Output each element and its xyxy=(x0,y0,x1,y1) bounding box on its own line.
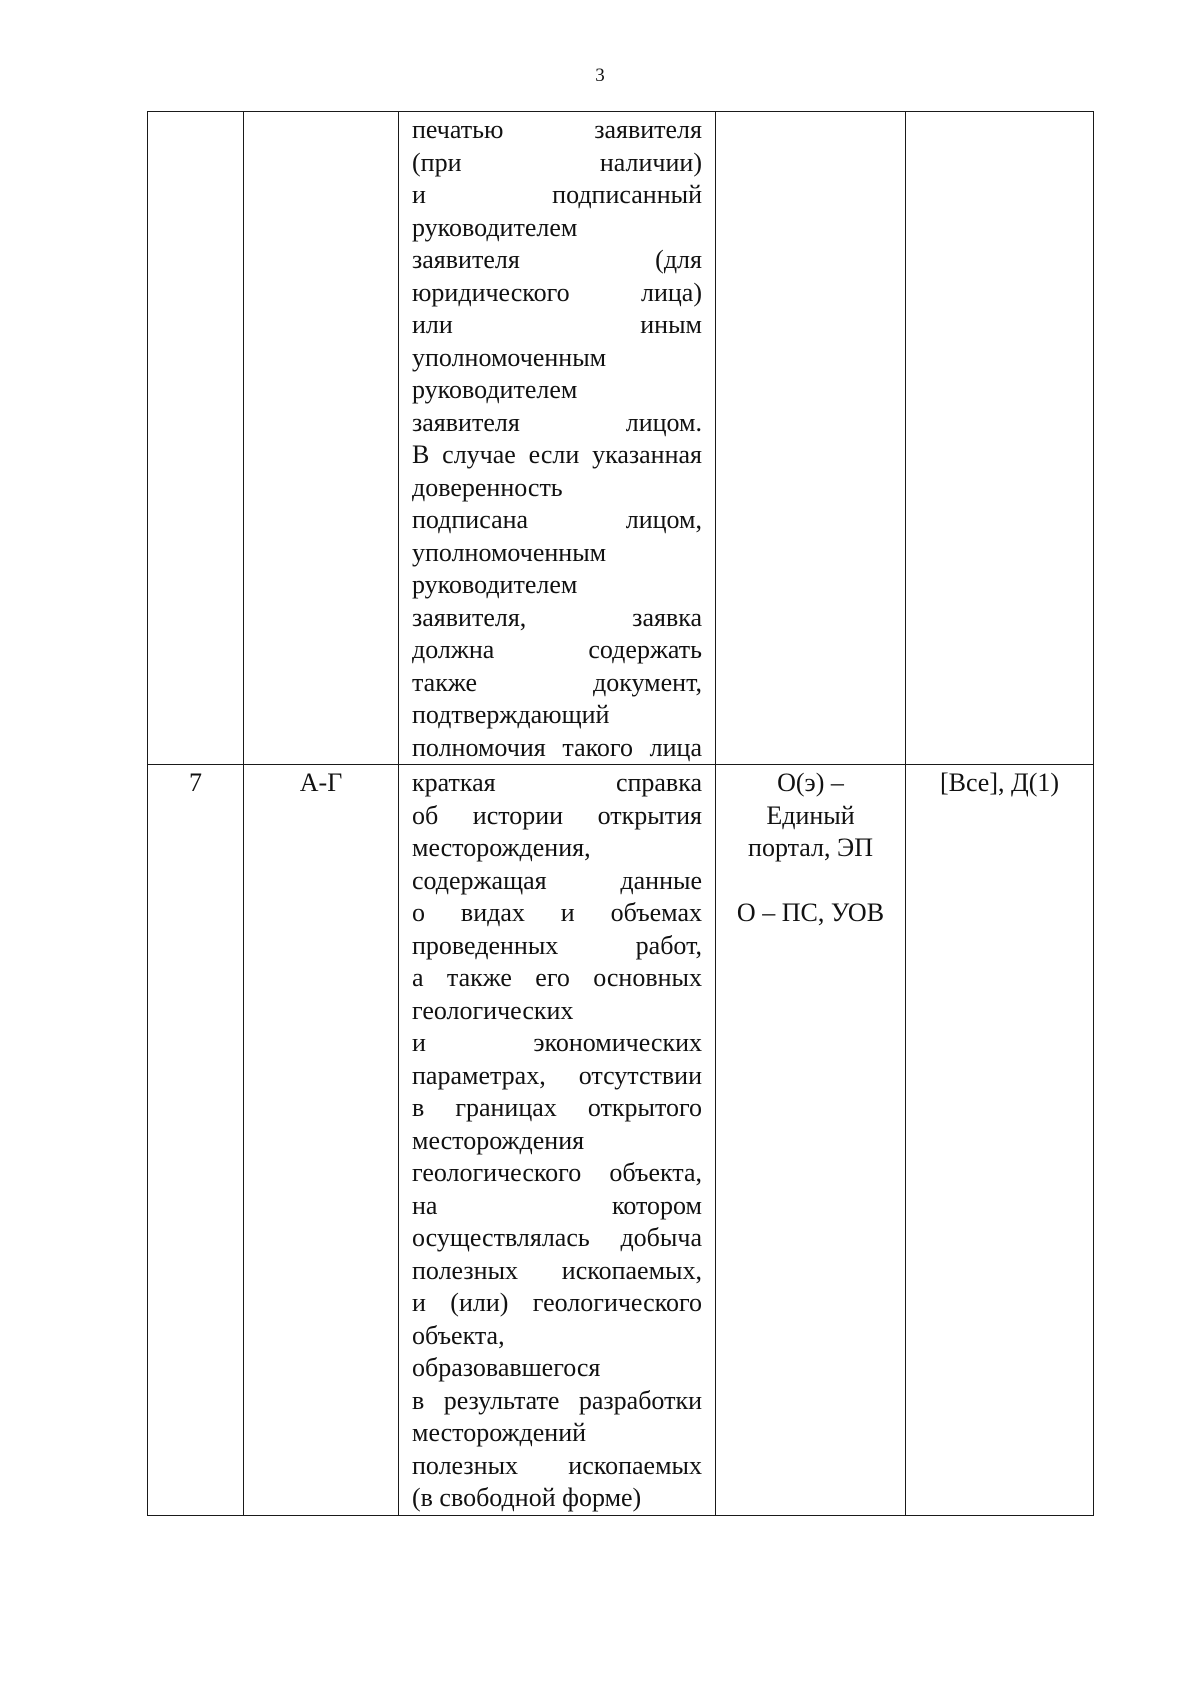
description-line: должна содержать xyxy=(412,635,702,664)
description-line: руководителем xyxy=(412,375,578,404)
description-line: и (или) геологического xyxy=(412,1288,702,1317)
cell-applicability: [Все], Д(1) xyxy=(906,765,1094,1516)
cell-category xyxy=(244,112,399,765)
description-line: краткая справка xyxy=(412,768,702,797)
description-line: юридического лица) xyxy=(412,277,702,307)
description-line: руководителем xyxy=(412,570,578,599)
description-line: (при наличии) xyxy=(412,147,702,177)
description-line: месторождения xyxy=(412,1125,585,1155)
description-line: а также его основных xyxy=(412,963,702,992)
form-gap xyxy=(716,865,905,897)
description-line: геологического объекта, xyxy=(412,1158,702,1187)
cell-submission-form xyxy=(716,765,906,1516)
description-line: и экономических xyxy=(412,1028,702,1057)
description-line: также документ, xyxy=(412,667,702,697)
description-line: заявителя, заявка xyxy=(412,602,702,632)
description-line: в результате разработки xyxy=(412,1385,702,1415)
description-line: полезных ископаемых xyxy=(412,1450,702,1480)
table-row xyxy=(148,112,1094,765)
table-row xyxy=(148,765,1094,1516)
document-table xyxy=(147,111,1094,1516)
cell-description xyxy=(399,112,716,765)
description-line: параметрах, отсутствии xyxy=(412,1060,702,1090)
form-line: Единый xyxy=(766,800,855,830)
description-line: об истории открытия xyxy=(412,800,702,830)
description-line: образовавшегося xyxy=(412,1353,601,1382)
description-line: печатью заявителя xyxy=(412,115,702,144)
description-line: полезных ископаемых, xyxy=(412,1255,702,1285)
description-line: подтверждающий xyxy=(412,700,610,729)
description-line: полномочия такого лица xyxy=(412,732,702,762)
description-line: заявителя (для xyxy=(412,245,702,274)
cell-applicability xyxy=(906,112,1094,765)
description-line: на котором xyxy=(412,1190,702,1220)
description-line: месторождений xyxy=(412,1418,587,1447)
page-number: 3 xyxy=(595,65,605,86)
cell-description xyxy=(399,765,716,1516)
description-line: уполномоченным xyxy=(412,537,607,567)
description-line: объекта, xyxy=(412,1320,505,1350)
description-line: проведенных работ, xyxy=(412,930,702,960)
form-line: О(э) – xyxy=(777,768,844,797)
cell-number: 7 xyxy=(148,765,244,1516)
description-line: содержащая данные xyxy=(412,865,702,895)
description-line: и подписанный xyxy=(412,180,702,209)
description-line: о видах и объемах xyxy=(412,898,702,927)
description-line: геологических xyxy=(412,995,574,1025)
cell-category: А-Г xyxy=(244,765,399,1516)
description-line: уполномоченным xyxy=(412,342,607,372)
description-line: руководителем xyxy=(412,212,578,242)
description-line: подписана лицом, xyxy=(412,505,702,534)
description-line: В случае если указанная xyxy=(412,440,702,469)
description-line: месторождения, xyxy=(412,833,591,862)
description-line: (в свободной форме) xyxy=(412,1483,642,1512)
form-line: портал, ЭП xyxy=(748,833,873,862)
description-line: заявителя лицом. xyxy=(412,407,702,437)
description-line: доверенность xyxy=(412,472,563,502)
description-line: осуществлялась добыча xyxy=(412,1223,702,1252)
cell-number xyxy=(148,112,244,765)
description-line: в границах открытого xyxy=(412,1093,702,1122)
form-line: О – ПС, УОВ xyxy=(736,897,885,927)
cell-submission-form xyxy=(716,112,906,765)
description-line: или иным xyxy=(412,310,702,339)
